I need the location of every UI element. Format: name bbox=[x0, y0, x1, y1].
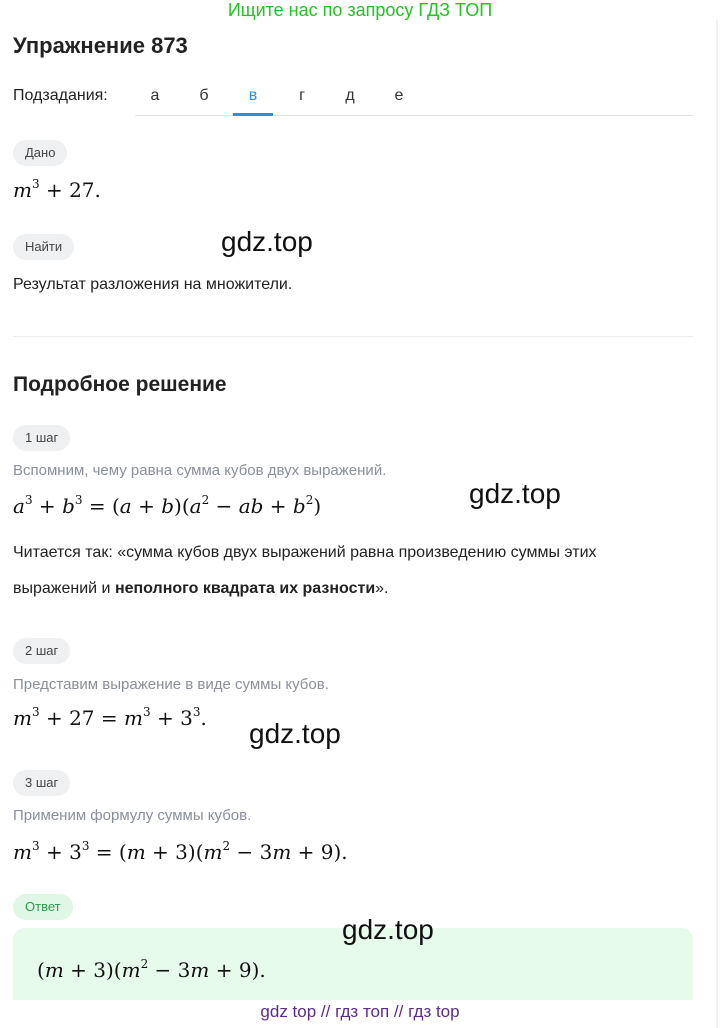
step2-formula: $m^3 + 27 = m^3 + 3^3$. bbox=[13, 705, 207, 730]
subtasks-label: Подзадания: bbox=[13, 87, 108, 104]
step1-reading-line2: выражений и неполного квадрата их разности». bbox=[13, 580, 389, 597]
solution-title: Подробное решение bbox=[13, 373, 227, 396]
step3-hint: Применим формулу суммы кубов. bbox=[13, 807, 252, 824]
step2-chip: 2 шаг bbox=[13, 638, 70, 664]
answer-chip: Ответ bbox=[13, 894, 73, 920]
step1-hint: Вспомним, чему равна сумма кубов двух выражений. bbox=[13, 462, 387, 479]
tab-a[interactable]: а bbox=[150, 87, 160, 104]
page-title: Упражнение 873 bbox=[13, 33, 188, 58]
given-chip: Дано bbox=[13, 140, 67, 166]
step2-hint: Представим выражение в виде суммы кубов. bbox=[13, 676, 329, 693]
watermark: gdz.top bbox=[249, 718, 341, 749]
tab-v[interactable]: в bbox=[233, 78, 273, 116]
watermark: gdz.top bbox=[221, 226, 313, 257]
watermark: gdz.top bbox=[342, 914, 434, 945]
top-banner: Ищите нас по запросу ГДЗ ТОП bbox=[227, 0, 493, 20]
step3-formula: $m^3 + 3^3 = (m + 3)(m^2 - 3m + 9)$. bbox=[13, 839, 348, 864]
footer-links[interactable]: gdz top // гдз топ // гдз top bbox=[260, 1002, 460, 1021]
tab-g[interactable]: г bbox=[299, 87, 305, 104]
find-chip: Найти bbox=[13, 234, 74, 260]
step3-chip: 3 шаг bbox=[13, 770, 70, 796]
given-expression: $m^3 + 27$. bbox=[13, 177, 101, 202]
step1-formula: $a^3 + b^3 = (a + b)(a^2$ − ab + $b^2$) bbox=[13, 493, 322, 518]
step1-reading-line1: Читается так: «сумма кубов двух выражений равна произведению суммы этих bbox=[13, 544, 597, 561]
scrollbar-track[interactable] bbox=[716, 20, 718, 1028]
divider bbox=[13, 336, 693, 337]
answer-formula: $(m + 3)(m^2 - 3m + 9)$. bbox=[37, 957, 266, 982]
tab-d[interactable]: д bbox=[345, 87, 355, 104]
find-text: Результат разложения на множители. bbox=[13, 276, 293, 293]
watermark: gdz.top bbox=[469, 478, 561, 509]
tab-e[interactable]: е bbox=[394, 87, 404, 104]
subtask-tabs bbox=[135, 78, 693, 116]
step1-chip: 1 шаг bbox=[13, 425, 70, 451]
tab-b[interactable]: б bbox=[199, 87, 209, 104]
